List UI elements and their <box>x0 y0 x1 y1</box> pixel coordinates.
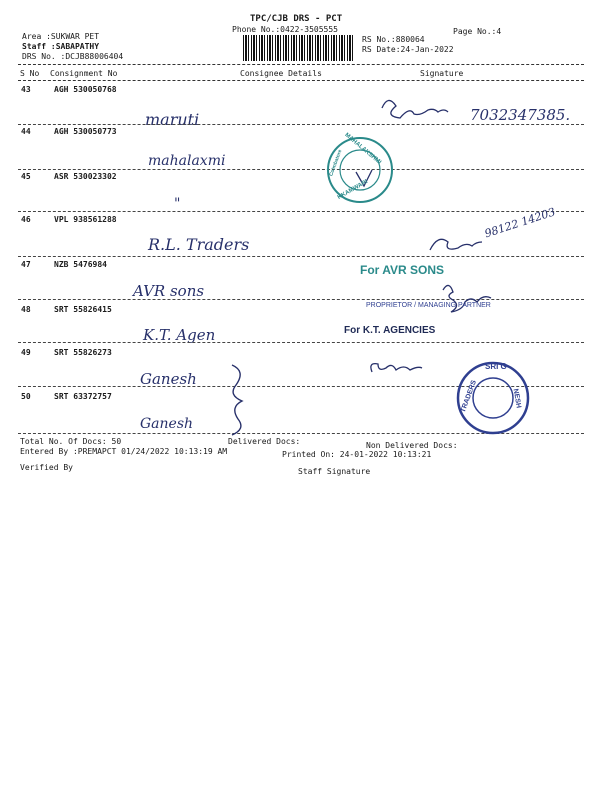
col-consignee: Consignee Details <box>240 69 322 78</box>
row-consignment: VPL 938561288 <box>54 215 117 224</box>
delivered-docs: Delivered Docs: <box>228 437 301 446</box>
stamp-label: Coimbatore <box>328 148 344 178</box>
stamp-label: MAHALAKSHMI <box>343 132 382 166</box>
row-handwritten: AVR sons <box>133 282 205 300</box>
row-sno: 43 <box>21 85 31 94</box>
row-signature-phone: 98122 14203 <box>483 205 557 241</box>
row-sno: 48 <box>21 305 31 314</box>
row-consignment: SRT 55826415 <box>54 305 112 314</box>
area-field: Area :SUKWAR PET <box>22 32 100 41</box>
row-sno: 45 <box>21 172 31 181</box>
row-consignment: AGH 530050768 <box>54 85 117 94</box>
row-sno: 50 <box>21 392 31 401</box>
row-consignment: ASR 530023302 <box>54 172 117 181</box>
row-handwritten: Ganesh <box>140 416 194 432</box>
col-sno: S No <box>20 69 40 78</box>
row-sno: 44 <box>21 127 31 136</box>
row-consignment: AGH 530050773 <box>54 127 117 136</box>
col-signature: Signature <box>420 69 464 78</box>
row-handwritten: mahalaxmi <box>148 153 226 169</box>
row-sno: 49 <box>21 348 31 357</box>
page-number: Page No.:4 <box>453 27 502 36</box>
row-signature-phone: 7032347385. <box>470 106 571 124</box>
row-sno: 47 <box>21 260 31 269</box>
rs-date: RS Date:24-Jan-2022 <box>362 45 454 54</box>
avr-sons-stamp: For AVR SONS <box>360 263 445 277</box>
stamp-label: NESH <box>511 388 522 409</box>
kt-agencies-stamp: For K.T. AGENCIES <box>344 325 436 336</box>
col-consignment: Consignment No <box>50 69 118 78</box>
rs-number: RS No.:880064 <box>362 35 425 44</box>
entered-by: Entered By :PREMAPCT 01/24/2022 10:13:19 AM <box>20 447 228 456</box>
phone-number: Phone No.:0422-3505555 <box>232 25 338 34</box>
drs-number: DRS No. :DCJB88006404 <box>22 52 124 61</box>
row-consignment: SRT 63372757 <box>54 392 112 401</box>
row-consignment: NZB 5476984 <box>54 260 107 269</box>
staff-field: Staff :SABAPATHY <box>22 42 100 51</box>
doc-title: TPC/CJB DRS - PCT <box>250 14 343 24</box>
row-handwritten: K.T. Agen <box>143 326 216 344</box>
printed-on: Printed On: 24-01-2022 10:13:21 <box>282 450 432 459</box>
stamp-label: KKAMWARI <box>336 178 369 202</box>
non-delivered-docs: Non Delivered Docs: <box>366 441 458 450</box>
total-docs: Total No. Of Docs: 50 <box>20 437 122 446</box>
row-handwritten: Ganesh <box>140 370 197 388</box>
stamp-label: SRI G <box>485 362 507 371</box>
proprietor-stamp: PROPRIETOR / MANAGING PARTNER <box>366 302 491 309</box>
stamp-label: TRADERS <box>459 379 478 414</box>
row-handwritten: " <box>174 196 181 212</box>
verified-by: Verified By <box>20 463 73 472</box>
row-sno: 46 <box>21 215 31 224</box>
row-handwritten: maruti <box>145 110 200 129</box>
row-handwritten: R.L. Traders <box>148 235 250 254</box>
row-consignment: SRT 55826273 <box>54 348 112 357</box>
staff-signature: Staff Signature <box>298 467 371 476</box>
